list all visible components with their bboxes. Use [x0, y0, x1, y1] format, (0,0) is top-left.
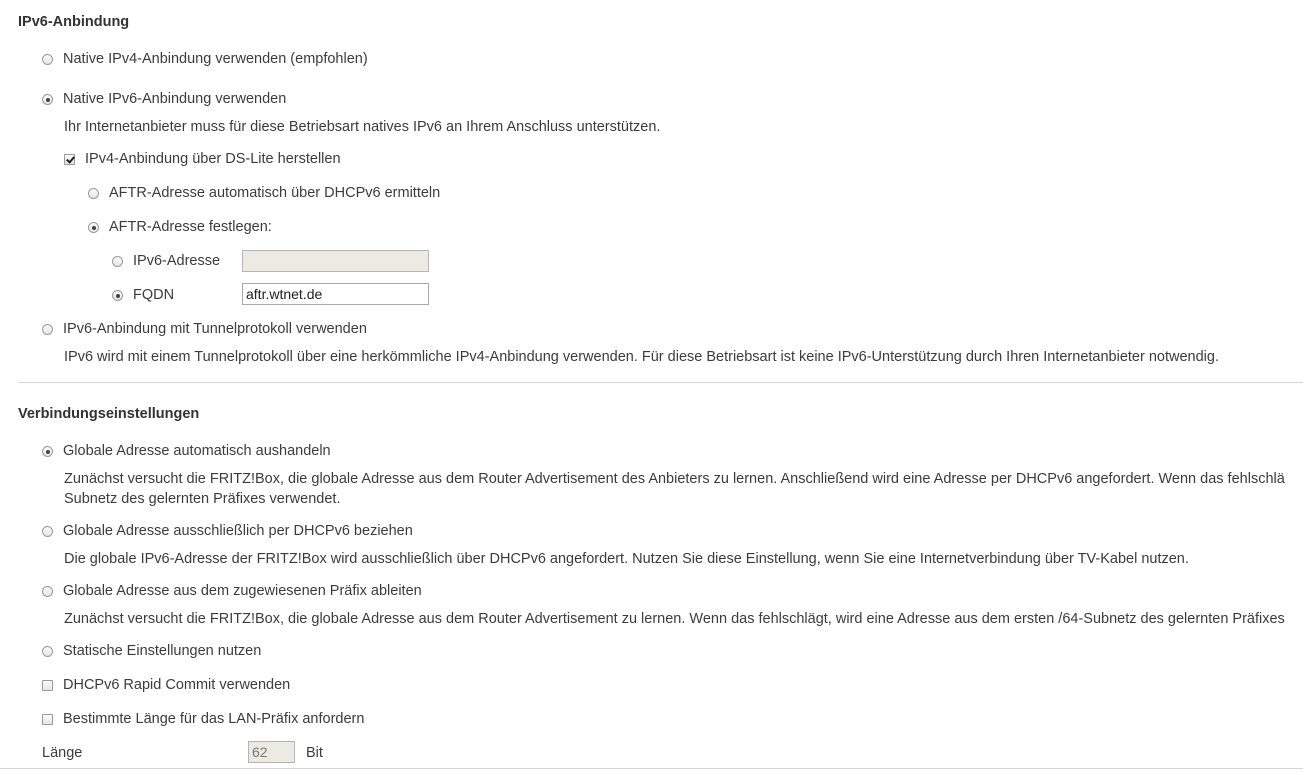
global-auto-label[interactable]: Globale Adresse automatisch aushandeln	[63, 443, 331, 459]
global-prefix-label[interactable]: Globale Adresse aus dem zugewiesenen Präfix ableiten	[63, 583, 422, 599]
dslite-checkbox[interactable]	[64, 154, 75, 165]
global-auto-radio[interactable]	[42, 446, 53, 457]
native-ipv4-label[interactable]: Native IPv4-Anbindung verwenden (empfohlen)	[63, 51, 368, 67]
global-prefix-radio[interactable]	[42, 586, 53, 597]
rapid-commit-label[interactable]: DHCPv6 Rapid Commit verwenden	[63, 677, 291, 693]
native-ipv6-radio[interactable]	[42, 94, 53, 105]
ipv6-section-heading: IPv6-Anbindung	[18, 14, 130, 30]
connection-section-heading: Verbindungseinstellungen	[18, 406, 200, 422]
native-ipv6-label[interactable]: Native IPv6-Anbindung verwenden	[63, 91, 287, 107]
length-unit: Bit	[306, 745, 323, 761]
ipv6-address-input[interactable]	[242, 250, 429, 272]
aftr-auto-radio[interactable]	[88, 188, 99, 199]
aftr-fixed-radio[interactable]	[88, 222, 99, 233]
global-auto-description-line2: Subnetz des gelernten Präfixes verwendet.	[64, 491, 341, 507]
fqdn-input[interactable]	[242, 283, 429, 305]
fqdn-label[interactable]: FQDN	[133, 287, 175, 303]
global-auto-description-line1: Zunächst versucht die FRITZ!Box, die globale Adresse aus dem Router Advertisement des Anbieters zu lernen. Anschließend wird eine Adresse per DHCPv6 angefordert. Wenn das fehlschlä	[64, 471, 1285, 487]
native-ipv4-radio[interactable]	[42, 54, 53, 65]
length-label: Länge	[42, 745, 83, 761]
rapid-commit-checkbox[interactable]	[42, 680, 53, 691]
aftr-auto-label[interactable]: AFTR-Adresse automatisch über DHCPv6 ermitteln	[109, 185, 441, 201]
prefix-length-label[interactable]: Bestimmte Länge für das LAN-Präfix anfordern	[63, 711, 365, 727]
bottom-divider	[0, 768, 1303, 769]
global-prefix-description: Zunächst versucht die FRITZ!Box, die globale Adresse aus dem Router Advertisement zu lernen. Wenn das fehlschlägt, wird eine Adresse aus dem ersten /64-Subnetz des gelernten Präfixes	[64, 611, 1285, 627]
tunnel-label[interactable]: IPv6-Anbindung mit Tunnelprotokoll verwenden	[63, 321, 367, 337]
ipv6-address-radio[interactable]	[112, 256, 123, 267]
aftr-fixed-label[interactable]: AFTR-Adresse festlegen:	[109, 219, 272, 235]
fqdn-radio[interactable]	[112, 290, 123, 301]
dslite-label[interactable]: IPv4-Anbindung über DS-Lite herstellen	[85, 151, 341, 167]
global-dhcpv6-description: Die globale IPv6-Adresse der FRITZ!Box wird ausschließlich über DHCPv6 angefordert. Nutzen Sie diese Einstellung, wenn Sie eine Internetverbindung über TV-Kabel nutzen.	[64, 551, 1189, 567]
tunnel-radio[interactable]	[42, 324, 53, 335]
ipv6-address-label[interactable]: IPv6-Adresse	[133, 253, 221, 269]
static-label[interactable]: Statische Einstellungen nutzen	[63, 643, 262, 659]
tunnel-description: IPv6 wird mit einem Tunnelprotokoll über eine herkömmliche IPv4-Anbindung verwenden. Für diese Betriebsart ist keine IPv6-Unterstützung durch Ihren Internetanbieter notwendig.	[64, 349, 1219, 365]
prefix-length-checkbox[interactable]	[42, 714, 53, 725]
native-ipv6-description: Ihr Internetanbieter muss für diese Betriebsart natives IPv6 an Ihrem Anschluss unterstützen.	[64, 119, 661, 135]
section-divider	[18, 382, 1303, 383]
static-radio[interactable]	[42, 646, 53, 657]
length-input[interactable]	[248, 741, 295, 763]
global-dhcpv6-radio[interactable]	[42, 526, 53, 537]
global-dhcpv6-label[interactable]: Globale Adresse ausschließlich per DHCPv6 beziehen	[63, 523, 413, 539]
